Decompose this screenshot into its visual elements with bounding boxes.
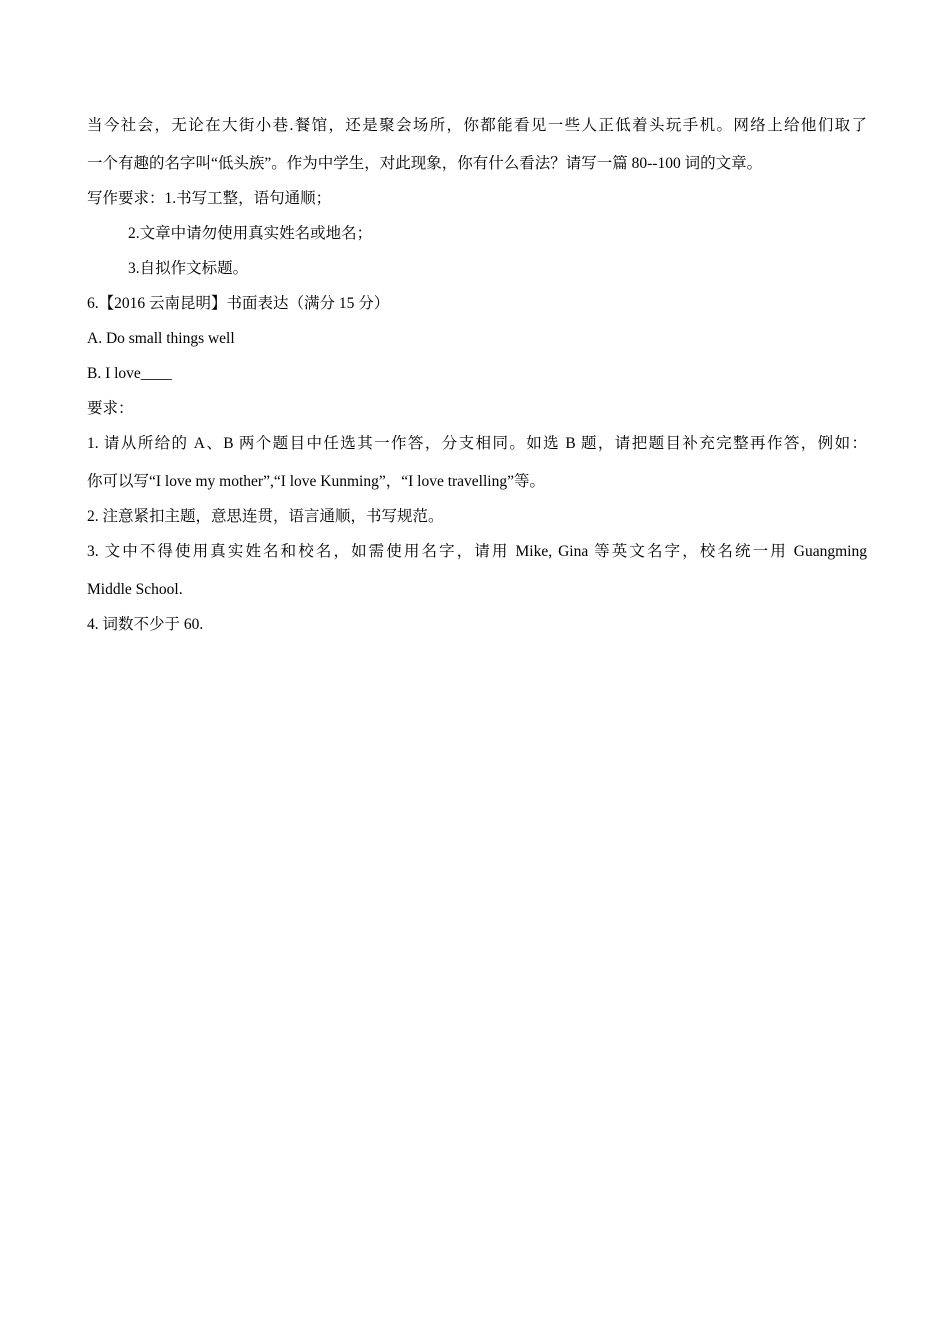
requirement-3-line-2: Middle School.	[87, 581, 183, 598]
question-6-heading: 6.【2016 云南昆明】书面表达（满分 15 分）	[87, 295, 390, 312]
option-a: A. Do small things well	[87, 330, 235, 347]
requirement-1-line-2: 你可以写“I love my mother”,“I love Kunming”，“I love travelling”等。	[87, 473, 545, 490]
requirement-3-line-1: 3. 文中不得使用真实姓名和校名，如需使用名字，请用 Mike, Gina 等英文名字，校名统一用 Guangming	[87, 543, 867, 560]
prompt-line-2: 一个有趣的名字叫“低头族”。作为中学生，对此现象，你有什么看法？请写一篇 80--100 词的文章。	[87, 155, 763, 172]
writing-requirement-2: 2.文章中请勿使用真实姓名或地名；	[128, 225, 373, 242]
document-page	[87, 112, 867, 646]
requirement-1-line-1: 1. 请从所给的 A、B 两个题目中任选其一作答，分支相同。如选 B 题，请把题目补充完整再作答，例如：	[87, 435, 867, 452]
writing-requirement-1: 写作要求：1.书写工整，语句通顺；	[87, 190, 332, 207]
prompt-line-1: 当今社会，无论在大街小巷.餐馆，还是聚会场所，你都能看见一些人正低着头玩手机。网络上给他们取了	[87, 117, 867, 134]
writing-requirement-3: 3.自拟作文标题。	[128, 260, 249, 277]
requirement-2: 2. 注意紧扣主题，意思连贯，语言通顺，书写规范。	[87, 508, 444, 525]
requirements-label: 要求：	[87, 400, 134, 417]
requirement-4: 4. 词数不少于 60.	[87, 616, 204, 633]
option-b: B. I love____	[87, 365, 172, 382]
